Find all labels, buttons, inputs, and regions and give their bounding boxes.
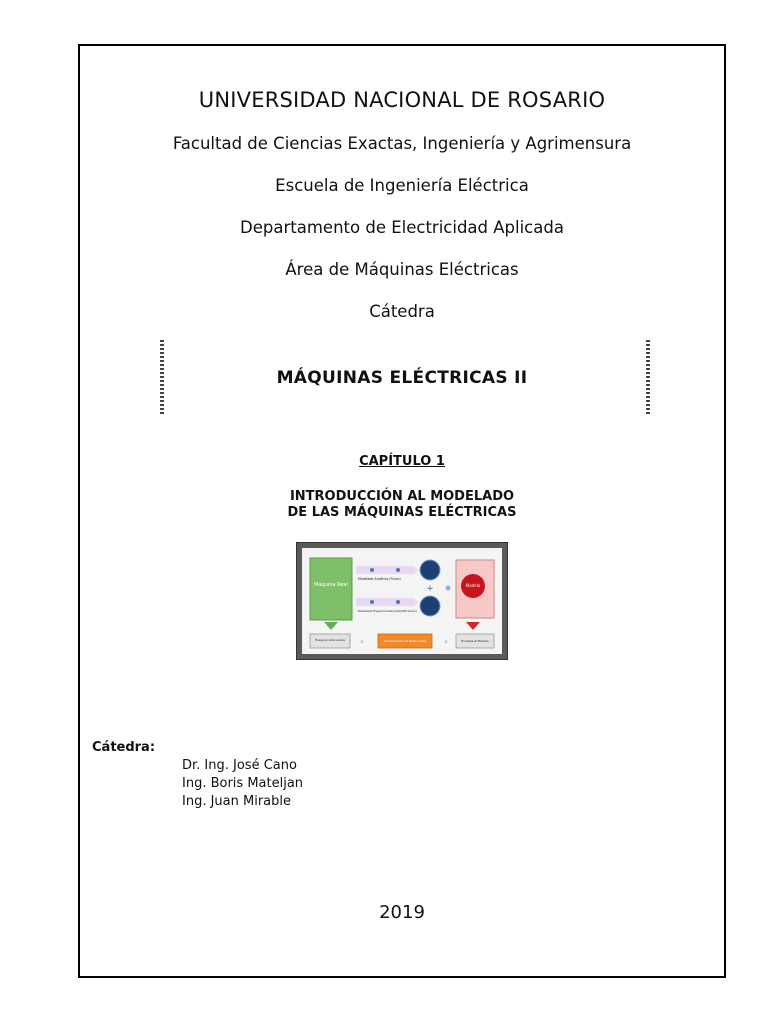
upper-node-1 [370,568,374,572]
department-name: Departamento de Electricidad Aplicada [240,218,564,237]
chair-label: Cátedra [369,302,435,321]
experimental-modeling-label: Modelado Experimental (Identificación) [358,609,417,613]
lower-blue-circle [420,596,440,616]
staff-member: Ing. Juan Mirable [182,794,292,809]
left-chevron: ‹ [444,637,448,646]
publication-year: 2019 [379,902,425,923]
upper-blue-circle [420,560,440,580]
lower-flow-arrow [356,598,418,606]
upper-node-2 [396,568,400,572]
modeling-diagram [296,542,508,660]
school-name: Escuela de Ingeniería Eléctrica [275,176,529,195]
chapter-label: CAPÍTULO 1 [359,454,445,469]
diagram-canvas [302,548,502,654]
chapter-title-line-2: DE LAS MÁQUINAS ELÉCTRICAS [287,505,517,520]
area-name: Área de Máquinas Eléctricas [285,260,519,279]
lower-node-1 [370,600,374,604]
right-chevron: › [360,637,364,646]
chapter-title-line-1: INTRODUCCIÓN AL MODELADO [289,489,515,504]
model-label: Modelo [465,583,481,588]
staff-label: Cátedra: [92,740,156,755]
staff-member: Dr. Ing. José Cano [182,758,297,773]
subject-title: MÁQUINAS ELÉCTRICAS II [276,368,528,388]
staff-member: Ing. Boris Mateljan [182,776,304,791]
comparison-label: Comparación de Respuestas [383,639,427,643]
real-machine-box [310,558,352,620]
red-down-arrow [466,622,480,630]
analytic-modeling-label: Modelado Analítico (Físico) [358,577,401,581]
lower-node-2 [396,600,400,604]
model-tests-label: Pruebas al Modelo [461,639,489,643]
tests-label: Ensayos Adecuados [315,638,345,642]
diagram-svg [302,548,502,654]
connector-dot [446,586,451,591]
chapter-title [78,489,726,521]
plus-sign: + [426,584,434,594]
university-name: UNIVERSIDAD NACIONAL DE ROSARIO [198,88,606,112]
faculty-name: Facultad de Ciencias Exactas, Ingeniería y Agrimensura [172,134,632,153]
real-machine-label: Máquina Real [314,582,348,588]
green-down-arrow [324,622,338,630]
upper-flow-arrow [356,566,418,574]
